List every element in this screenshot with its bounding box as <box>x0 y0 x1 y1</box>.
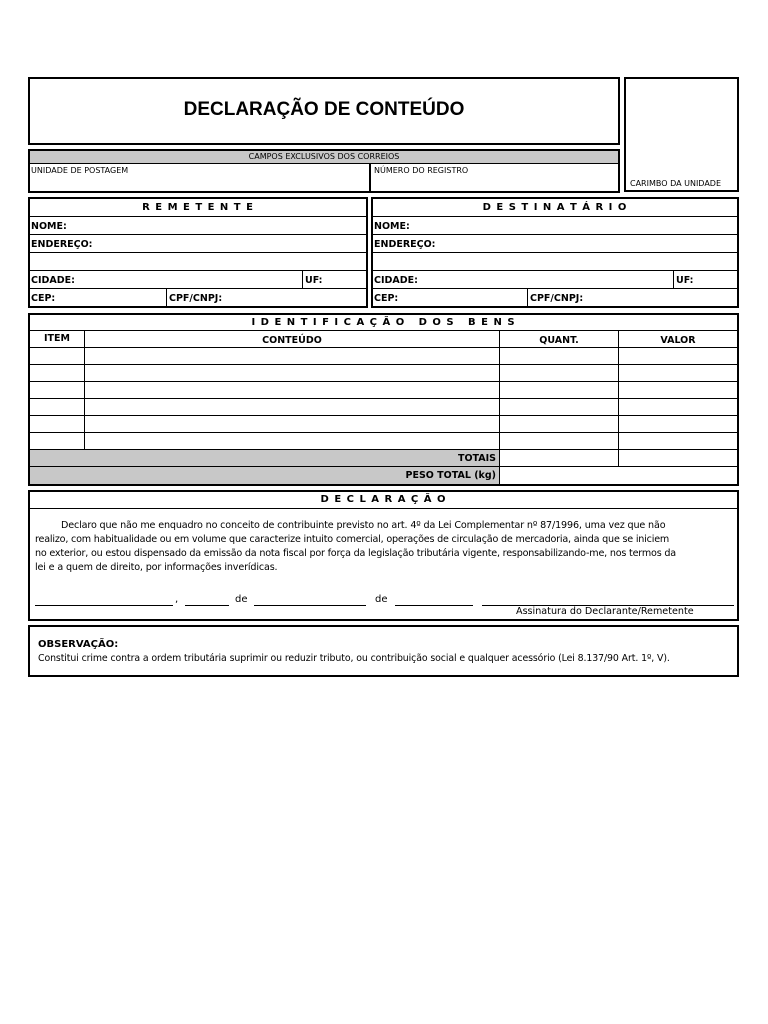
day-line[interactable] <box>185 605 229 606</box>
col-valor: VALOR <box>660 335 696 346</box>
destinatario-nome-field[interactable]: NOME: <box>374 221 410 232</box>
destinatario-cep-field[interactable]: CEP: <box>374 293 399 304</box>
destinatario-title: D E S T I N A T Á R I O <box>482 202 628 213</box>
destinatario-cidade-field[interactable]: CIDADE: <box>374 275 418 286</box>
remetente-nome-field[interactable]: NOME: <box>31 221 67 232</box>
table-row[interactable] <box>30 381 737 382</box>
remetente-uf-field[interactable]: UF: <box>305 275 323 286</box>
declaracao-text-line-1: Declaro que não me enquadro no conceito de contribuinte previsto no art. 4º da Lei Complementar nº 87/1996, uma vez que não <box>61 520 666 531</box>
peso-total-label: PESO TOTAL (kg) <box>405 470 496 481</box>
observacao-title: OBSERVAÇÃO: <box>38 639 119 650</box>
signature-label: Assinatura do Declarante/Remetente <box>516 606 694 617</box>
table-row[interactable] <box>30 432 737 433</box>
col-conteudo: CONTEÚDO <box>262 335 322 346</box>
remetente-title: R E M E T E N T E <box>142 202 254 213</box>
unidade-postagem-label: UNIDADE DE POSTAGEM <box>31 166 129 175</box>
remetente-endereco-field[interactable]: ENDEREÇO: <box>31 239 93 250</box>
declaracao-text-line-4: lei e a quem de direito, por informações inverídicas. <box>35 562 278 573</box>
remetente-cpf-field[interactable]: CPF/CNPJ: <box>169 293 223 304</box>
stamp-label: CARIMBO DA UNIDADE <box>630 179 722 188</box>
col-quant: QUANT. <box>539 335 579 346</box>
table-row[interactable] <box>30 364 737 365</box>
comma-text: , <box>175 594 179 605</box>
declaracao-text-line-2: realizo, com habitualidade ou em volume que caracterize intuito comercial, operações de circulação de mercadoria, ainda que se iniciem <box>35 534 670 545</box>
destinatario-uf-field[interactable]: UF: <box>676 275 694 286</box>
table-row[interactable] <box>30 398 737 399</box>
year-line[interactable] <box>395 605 473 606</box>
observacao-box <box>28 625 739 677</box>
declaracao-text-line-3: no exterior, ou estou dispensado da emissão da nota fiscal por força da legislação tributária vigente, responsabilizando-me, nos termos da <box>35 548 676 559</box>
city-line[interactable] <box>35 605 173 606</box>
stamp-box <box>624 77 739 192</box>
totais-label: TOTAIS <box>457 453 496 464</box>
month-line[interactable] <box>254 605 366 606</box>
col-item: ITEM <box>44 333 70 344</box>
de-text-2: de <box>375 594 388 605</box>
page-title: DECLARAÇÃO DE CONTEÚDO <box>183 99 465 120</box>
numero-registro-label: NÚMERO DO REGISTRO <box>374 166 469 175</box>
declaracao-title: D E C L A R A Ç Ã O <box>320 494 447 505</box>
remetente-cep-field[interactable]: CEP: <box>31 293 56 304</box>
de-text-1: de <box>235 594 248 605</box>
observacao-text: Constitui crime contra a ordem tributária suprimir ou reduzir tributo, ou contribuição social e qualquer acessório (Lei 8.137/90 Art. 1º, V). <box>38 653 670 664</box>
table-row[interactable] <box>30 415 737 416</box>
remetente-cidade-field[interactable]: CIDADE: <box>31 275 75 286</box>
correios-header: CAMPOS EXCLUSIVOS DOS CORREIOS <box>248 152 400 161</box>
destinatario-endereco-field[interactable]: ENDEREÇO: <box>374 239 436 250</box>
destinatario-cpf-field[interactable]: CPF/CNPJ: <box>530 293 584 304</box>
bens-title: I D E N T I F I C A Ç Ã O D O S B E N S <box>251 317 516 328</box>
